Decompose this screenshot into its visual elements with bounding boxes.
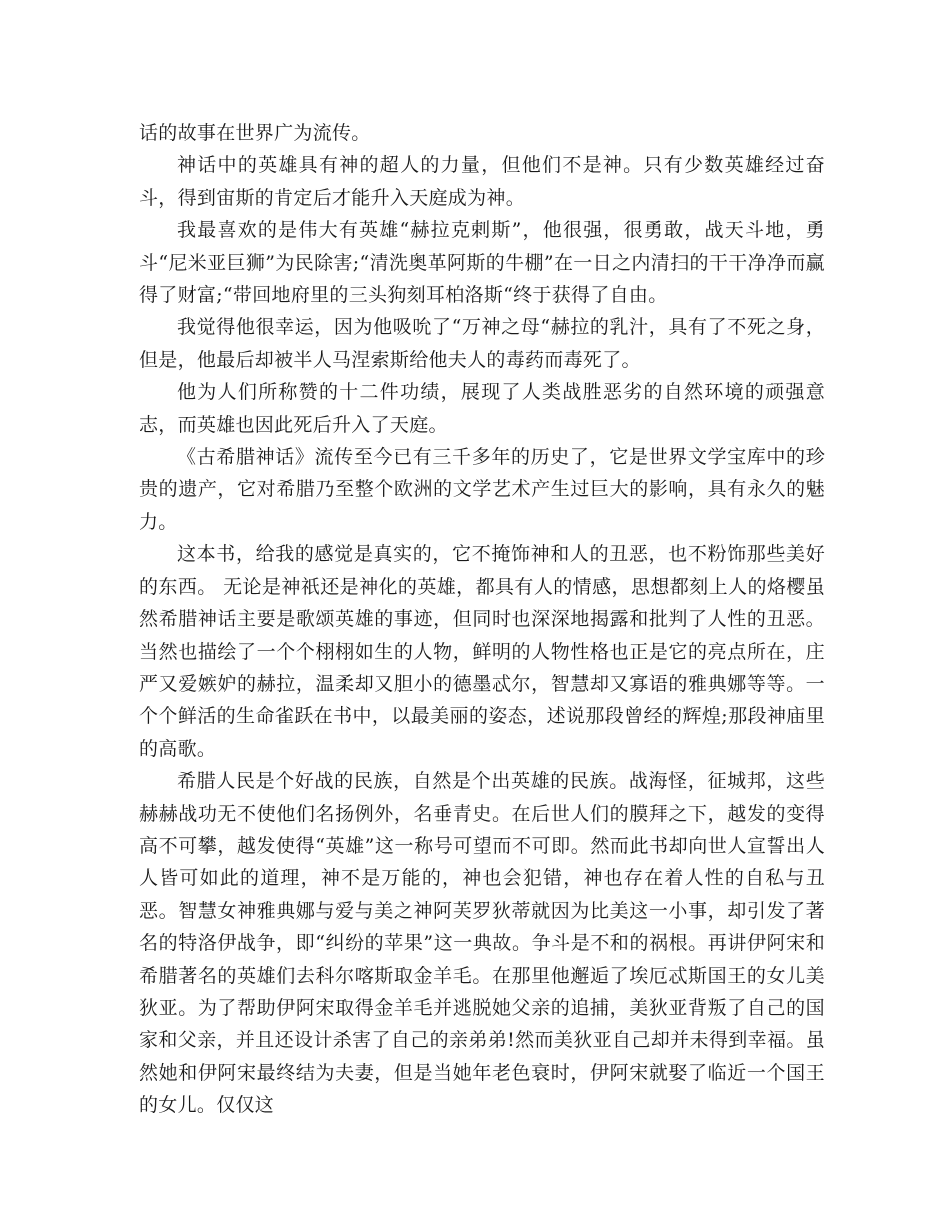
paragraph: 我觉得他很幸运，因为他吸吮了“万神之母“赫拉的乳汁，具有了不死之身，但是，他最后却被半人马涅索斯给他夫人的毒药而毒死了。 <box>139 316 825 371</box>
paragraph: 《古希腊神话》流传至今已有三千多年的历史了，它是世界文学宝库中的珍贵的遗产，它对希腊乃至整个欧洲的文学艺术产生过巨大的影响，具有永久的魅力。 <box>139 446 825 533</box>
paragraph: 希腊人民是个好战的民族，自然是个出英雄的民族。战海怪，征城邦，这些赫赫战功无不使他们名扬例外，名垂青史。在后世人们的膜拜之下，越发的变得高不可攀，越发使得“英雄”这一称号可望而不可即。然而此书却向世人宣誓出人人皆可如此的道理，神不是万能的，神也会犯错，神也存在着人性的自私与丑恶。智慧女神雅典娜与爱与美之神阿芙罗狄蒂就因为比美这一小事，却引发了著名的特洛伊战争，即“纠纷的苹果”这一典故。争斗是不和的祸根。再讲伊阿宋和希腊著名的英雄们去科尔喀斯取金羊毛。在那里他邂逅了埃厄忒斯国王的女儿美狄亚。为了帮助伊阿宋取得金羊毛并逃脱她父亲的追捕，美狄亚背叛了自己的国家和父亲，并且还设计杀害了自己的亲弟弟!然而美狄亚自己却并未得到幸福。虽然她和伊阿宋最终结为夫妻，但是当她年老色衰时，伊阿宋就娶了临近一个国王的女儿。仅仅这 <box>139 770 825 1117</box>
document-body <box>139 117 825 1122</box>
paragraph: 神话中的英雄具有神的超人的力量，但他们不是神。只有少数英雄经过奋斗，得到宙斯的肯定后才能升入天庭成为神。 <box>139 154 825 209</box>
paragraph: 这本书，给我的感觉是真实的，它不掩饰神和人的丑恶，也不粉饰那些美好的东西。 无论是神祇还是神化的英雄，都具有人的情感，思想都刻上人的烙樱虽然希腊神话主要是歌颂英雄的事迹，但同时也深深地揭露和批判了人性的丑恶。当然也描绘了一个个栩栩如生的人物，鲜明的人物性格也正是它的亮点所在，庄严又爱嫉妒的赫拉，温柔却又胆小的德墨忒尔，智慧却又寡语的雅典娜等等。一个个鲜活的生命雀跃在书中，以最美丽的姿态，述说那段曾经的辉煌;那段神庙里的高歌。 <box>139 543 825 760</box>
paragraph: 我最喜欢的是伟大有英雄“赫拉克剌斯”，他很强，很勇敢，战天斗地，勇斗“尼米亚巨狮”为民除害;“清洗奥革阿斯的牛棚”在一日之内清扫的干干净净而赢得了财富;“带回地府里的三头狗刻耳柏洛斯“终于获得了自由。 <box>139 219 825 307</box>
paragraph: 他为人们所称赞的十二件功绩，展现了人类战胜恶劣的自然环境的顽强意志，而英雄也因此死后升入了天庭。 <box>139 381 825 436</box>
paragraph: 话的故事在世界广为流传。 <box>139 122 371 144</box>
